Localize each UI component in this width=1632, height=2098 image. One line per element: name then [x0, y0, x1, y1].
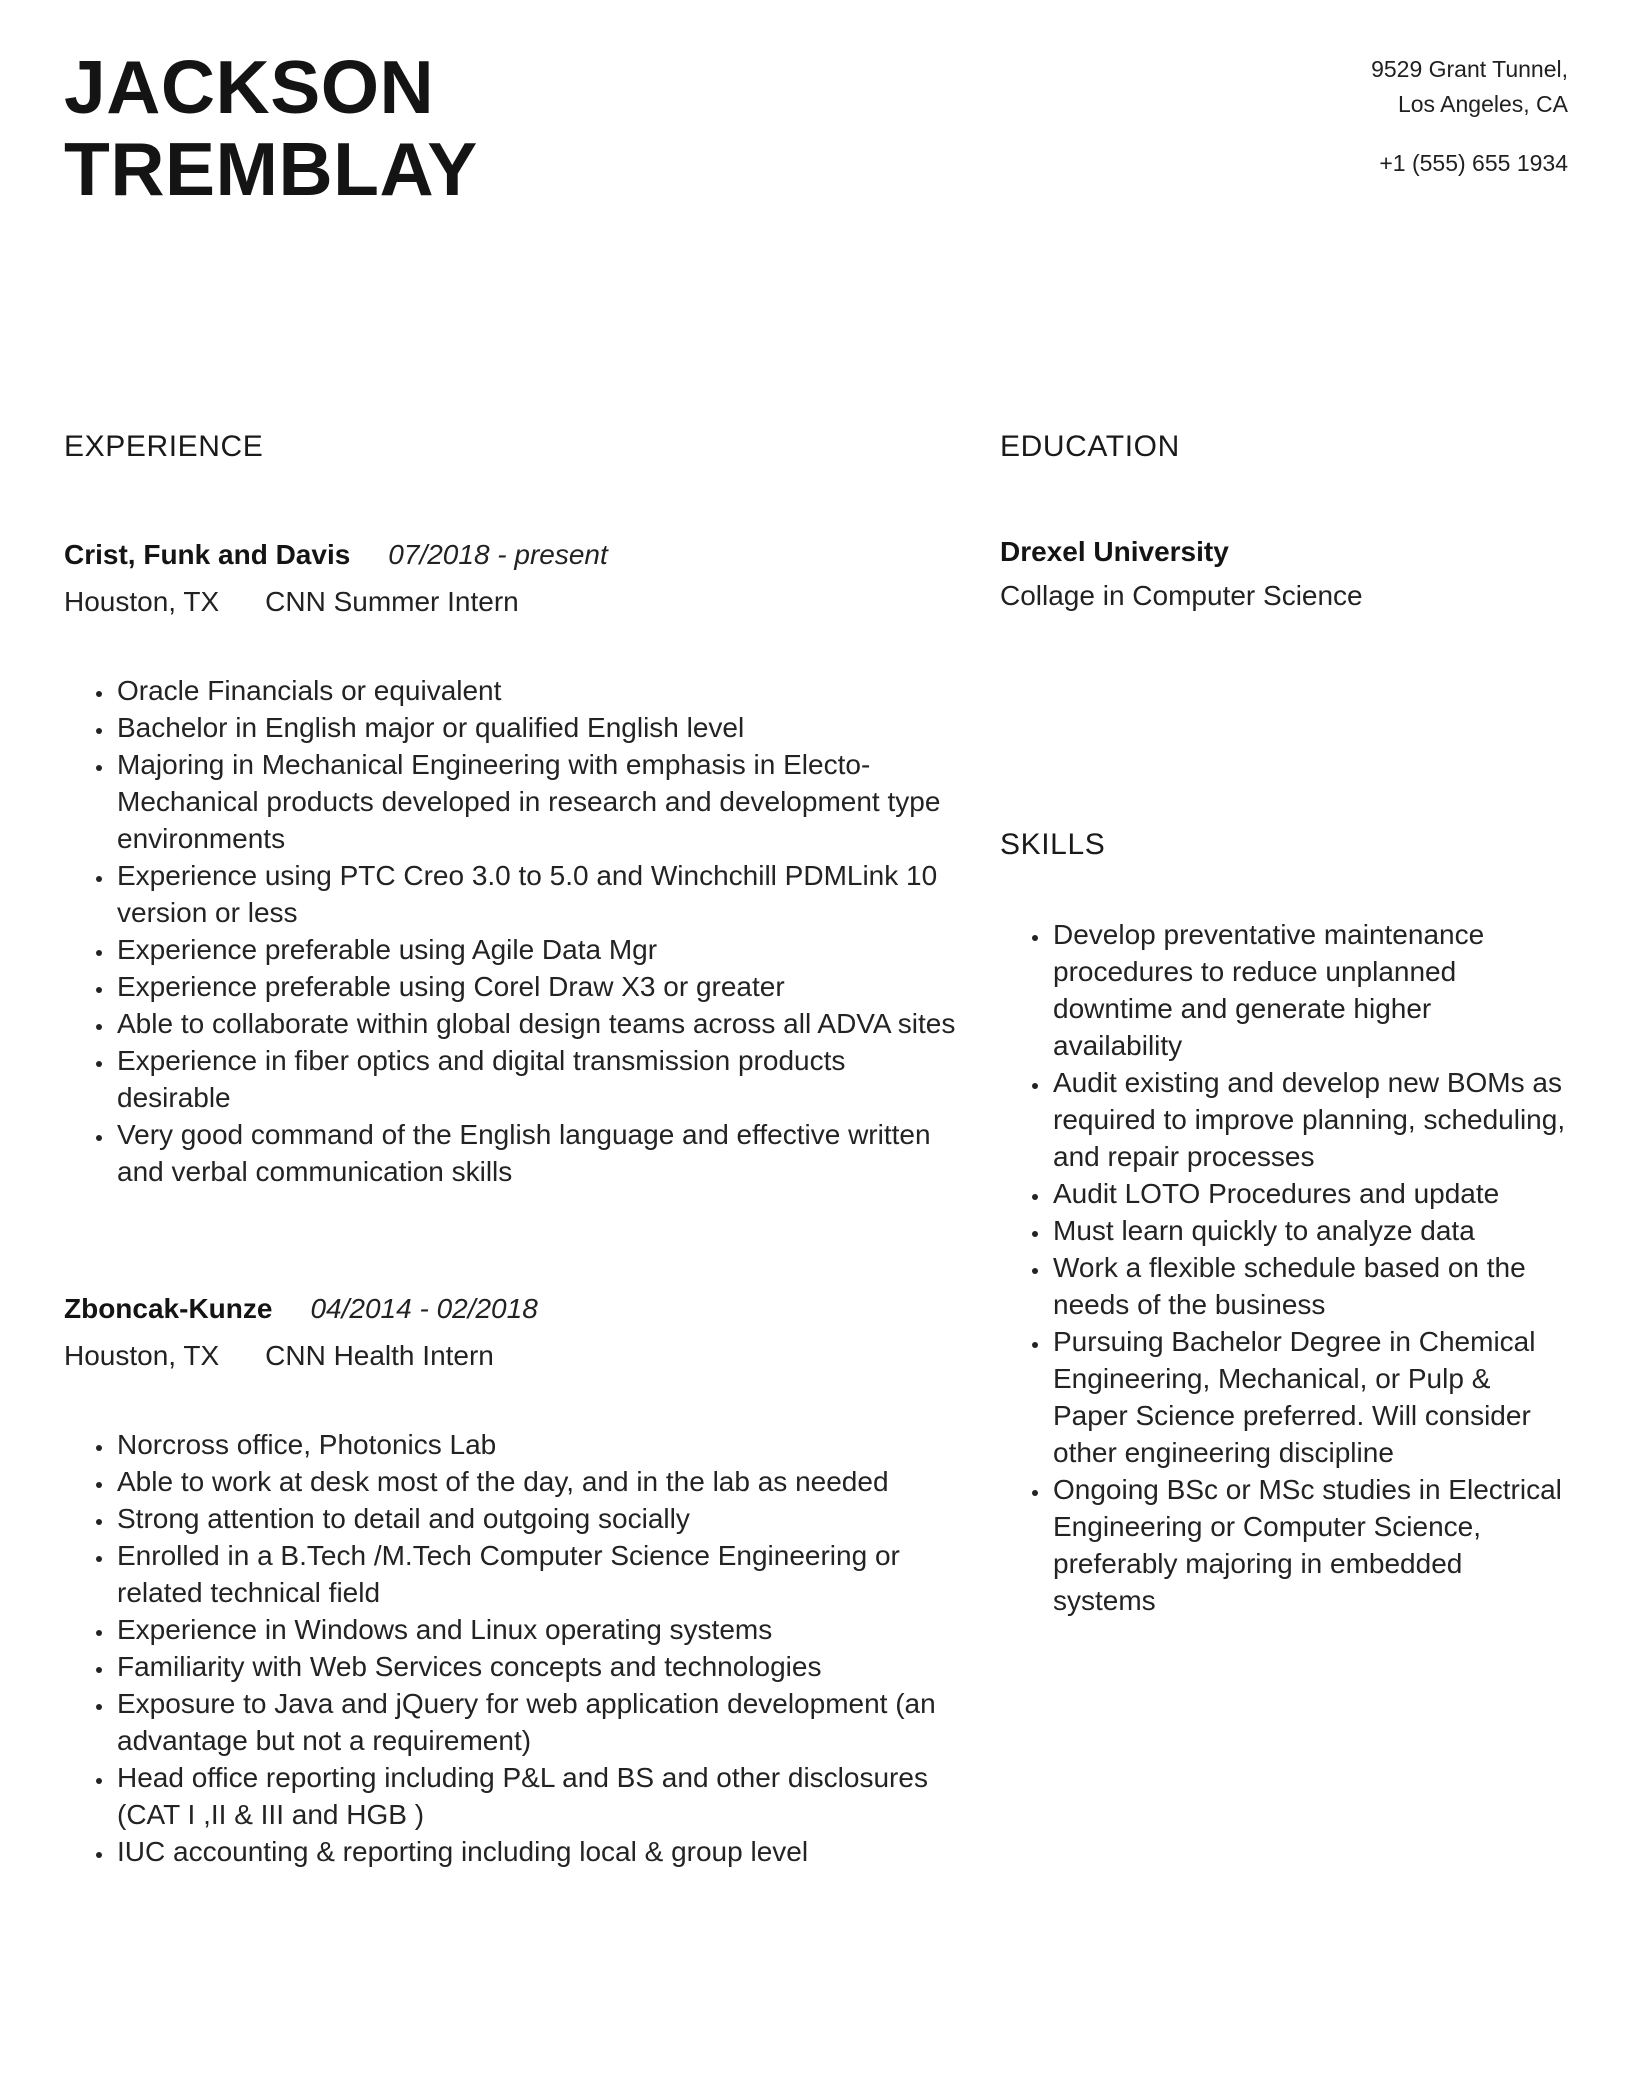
bullet-item: • Head office reporting including P&L and BS and other disclosures (CAT I ,II & III and HGB ) [115, 1759, 962, 1833]
bullet-item: • Experience preferable using Agile Data Mgr [115, 931, 962, 968]
resume-columns [64, 428, 1568, 1870]
phone-number: +1 (555) 655 1934 [1379, 150, 1568, 176]
job-location: Houston, TX [64, 586, 220, 617]
bullet-item: • Very good command of the English language and effective written and verbal communication skills [115, 1116, 962, 1190]
bullet-item: • Experience using PTC Creo 3.0 to 5.0 and Winchchill PDMLink 10 version or less [115, 857, 962, 931]
bullet-item: • Develop preventative maintenance procedures to reduce unplanned downtime and generate higher availability [1051, 916, 1568, 1064]
bullet-item: • Work a flexible schedule based on the needs of the business [1051, 1249, 1568, 1323]
job-bullet-list [64, 1426, 962, 1870]
experience-section-title: EXPERIENCE [64, 430, 264, 463]
job-meta [64, 1334, 962, 1378]
job-entry-zboncak-kunze [64, 1288, 962, 1870]
bullet-item: • Able to collaborate within global design teams across all ADVA sites [115, 1005, 962, 1042]
education-section [1000, 428, 1568, 618]
job-location: Houston, TX [64, 1340, 220, 1371]
education-section-title: EDUCATION [1000, 430, 1180, 463]
education-skills-column [1000, 428, 1568, 1870]
resume-header [64, 46, 1568, 210]
job-header [64, 534, 962, 576]
job-meta [64, 580, 962, 624]
candidate-name [64, 46, 478, 210]
address-line-1: 9529 Grant Tunnel, [1371, 56, 1568, 82]
bullet-item: • Oracle Financials or equivalent [115, 672, 962, 709]
bullet-item: • Able to work at desk most of the day, and in the lab as needed [115, 1463, 962, 1500]
bullet-item: • Enrolled in a B.Tech /M.Tech Computer Science Engineering or related technical field [115, 1537, 962, 1611]
address-line-2: Los Angeles, CA [1397, 91, 1568, 117]
job-role: CNN Health Intern [265, 1340, 494, 1371]
job-company: Crist, Funk and Davis [64, 539, 351, 570]
bullet-item: • Experience in fiber optics and digital transmission products desirable [115, 1042, 962, 1116]
bullet-item: • Experience preferable using Corel Draw X3 or greater [115, 968, 962, 1005]
job-dates: 04/2014 - 02/2018 [310, 1293, 538, 1324]
skills-bullet-list [1000, 916, 1568, 1619]
job-header [64, 1288, 962, 1330]
bullet-item: • Strong attention to detail and outgoing socially [115, 1500, 962, 1537]
education-entry [1000, 530, 1568, 618]
job-company: Zboncak-Kunze [64, 1293, 273, 1324]
job-entry-crist-funk-davis [64, 534, 962, 1190]
bullet-item: • IUC accounting & reporting including local & group level [115, 1833, 962, 1870]
job-dates: 07/2018 - present [388, 539, 608, 570]
bullet-item: • Audit existing and develop new BOMs as required to improve planning, scheduling, and repair processes [1051, 1064, 1568, 1175]
bullet-item: • Majoring in Mechanical Engineering with emphasis in Electo-Mechanical products developed in research and development type environments [115, 746, 962, 857]
bullet-item: • Pursuing Bachelor Degree in Chemical Engineering, Mechanical, or Pulp & Paper Science preferred. Will consider other engineering discipline [1051, 1323, 1568, 1471]
experience-column [64, 428, 962, 1870]
education-degree: Collage in Computer Science [1000, 580, 1363, 611]
skills-section-title: SKILLS [1000, 828, 1106, 861]
bullet-item: • Audit LOTO Procedures and update [1051, 1175, 1568, 1212]
bullet-item: • Must learn quickly to analyze data [1051, 1212, 1568, 1249]
contact-info [1371, 46, 1568, 181]
bullet-item: • Exposure to Java and jQuery for web application development (an advantage but not a requirement) [115, 1685, 962, 1759]
skills-section [1000, 826, 1568, 1619]
bullet-item: • Norcross office, Photonics Lab [115, 1426, 962, 1463]
bullet-item: • Experience in Windows and Linux operating systems [115, 1611, 962, 1648]
bullet-item: • Ongoing BSc or MSc studies in Electrical Engineering or Computer Science, preferably majoring in embedded systems [1051, 1471, 1568, 1619]
education-school: Drexel University [1000, 536, 1229, 567]
bullet-item: • Bachelor in English major or qualified English level [115, 709, 962, 746]
job-role: CNN Summer Intern [265, 586, 519, 617]
bullet-item: • Familiarity with Web Services concepts and technologies [115, 1648, 962, 1685]
job-bullet-list [64, 672, 962, 1190]
candidate-first-name: JACKSON [64, 45, 435, 129]
candidate-last-name: TREMBLAY [64, 127, 478, 211]
